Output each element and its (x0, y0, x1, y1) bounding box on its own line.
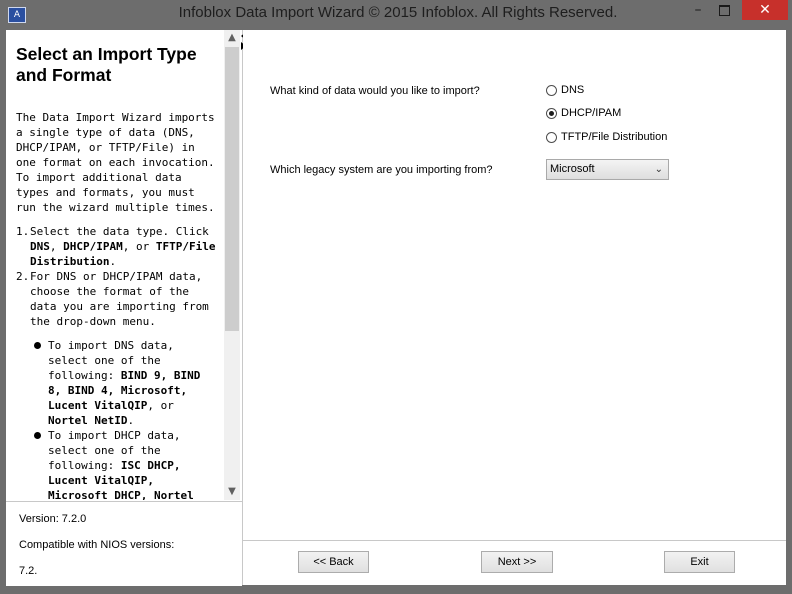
step-keyword: TFTP/File Distribution (30, 240, 216, 268)
help-title: Select an Import Type and Format (16, 44, 197, 85)
radio-selected-icon (546, 108, 557, 119)
maximize-button[interactable] (711, 0, 737, 20)
radio-label: DNS (561, 84, 585, 96)
maximize-icon (719, 5, 730, 16)
scroll-thumb[interactable] (225, 47, 239, 331)
scroll-down-icon[interactable]: ▼ (228, 486, 236, 497)
compat-value: 7.2. (19, 565, 38, 577)
close-button[interactable]: ✕ (742, 0, 788, 20)
wizard-client-area (6, 30, 786, 585)
help-content (6, 30, 224, 500)
radio-label: TFTP/File Distribution (561, 131, 668, 143)
title-bar[interactable] (0, 0, 792, 30)
radio-tftp[interactable] (546, 131, 667, 143)
help-step-2 (16, 269, 218, 329)
next-button[interactable]: Next >> (481, 551, 553, 573)
help-intro: The Data Import Wizard imports a single type of data (DNS, DHCP/IPAM, or TFTP/File) in one format on each invocation. To import additional data types and formats, you must run the wizard multiple times. (16, 111, 215, 214)
help-bullet-list (34, 338, 218, 500)
radio-dhcp-ipam[interactable] (546, 107, 621, 119)
help-pane (6, 30, 243, 585)
radio-dns[interactable] (546, 84, 584, 96)
step-text: . (109, 255, 117, 268)
radio-icon (546, 85, 557, 96)
chevron-down-icon: ⌄ (654, 164, 663, 175)
navigation-bar (243, 540, 786, 586)
help-scrollbar[interactable] (224, 30, 240, 500)
help-step-1 (16, 224, 218, 269)
radio-label: DHCP/IPAM (561, 107, 622, 119)
radio-icon (546, 132, 557, 143)
compat-label: Compatible with NIOS versions: (19, 539, 175, 551)
version-info (6, 501, 242, 586)
help-bullet-dhcp: To import DHCP data, select one of the following: ISC DHCP, Lucent VitalQIP, Microsoft DHCP, Nortel (34, 428, 218, 500)
select-value: Microsoft (550, 163, 595, 175)
minimize-button[interactable]: – (694, 2, 702, 18)
step-keyword: DNS (30, 240, 50, 253)
help-bullet-dns: To import DNS data, select one of the following: BIND 9, BIND 8, BIND 4, Microsoft, Lucent VitalQIP, or Nortel NetID. (34, 338, 218, 428)
step-text: Select the data type. Click (30, 225, 209, 238)
app-icon: A (8, 7, 26, 23)
form-pane (243, 30, 786, 585)
step-text: For DNS or DHCP/IPAM data, choose the format of the data you are importing from the drop-down menu. (30, 270, 209, 328)
step-number: 1. (16, 225, 30, 238)
exit-button[interactable]: Exit (664, 551, 735, 573)
step-number: 2. (16, 270, 30, 283)
step-text: , (49, 240, 64, 253)
legacy-system-question: Which legacy system are you importing from? (270, 164, 493, 176)
version-label: Version: 7.2.0 (19, 513, 87, 525)
back-button[interactable]: << Back (298, 551, 369, 573)
scroll-up-icon[interactable]: ▲ (228, 32, 236, 43)
step-text: , or (122, 240, 156, 253)
help-body (16, 110, 218, 500)
step-keyword: DHCP/IPAM (63, 240, 123, 253)
legacy-system-select[interactable] (546, 159, 669, 180)
window-title: Infoblox Data Import Wizard © 2015 Infoblox. All Rights Reserved. (178, 4, 618, 21)
data-type-question: What kind of data would you like to import? (270, 85, 480, 97)
